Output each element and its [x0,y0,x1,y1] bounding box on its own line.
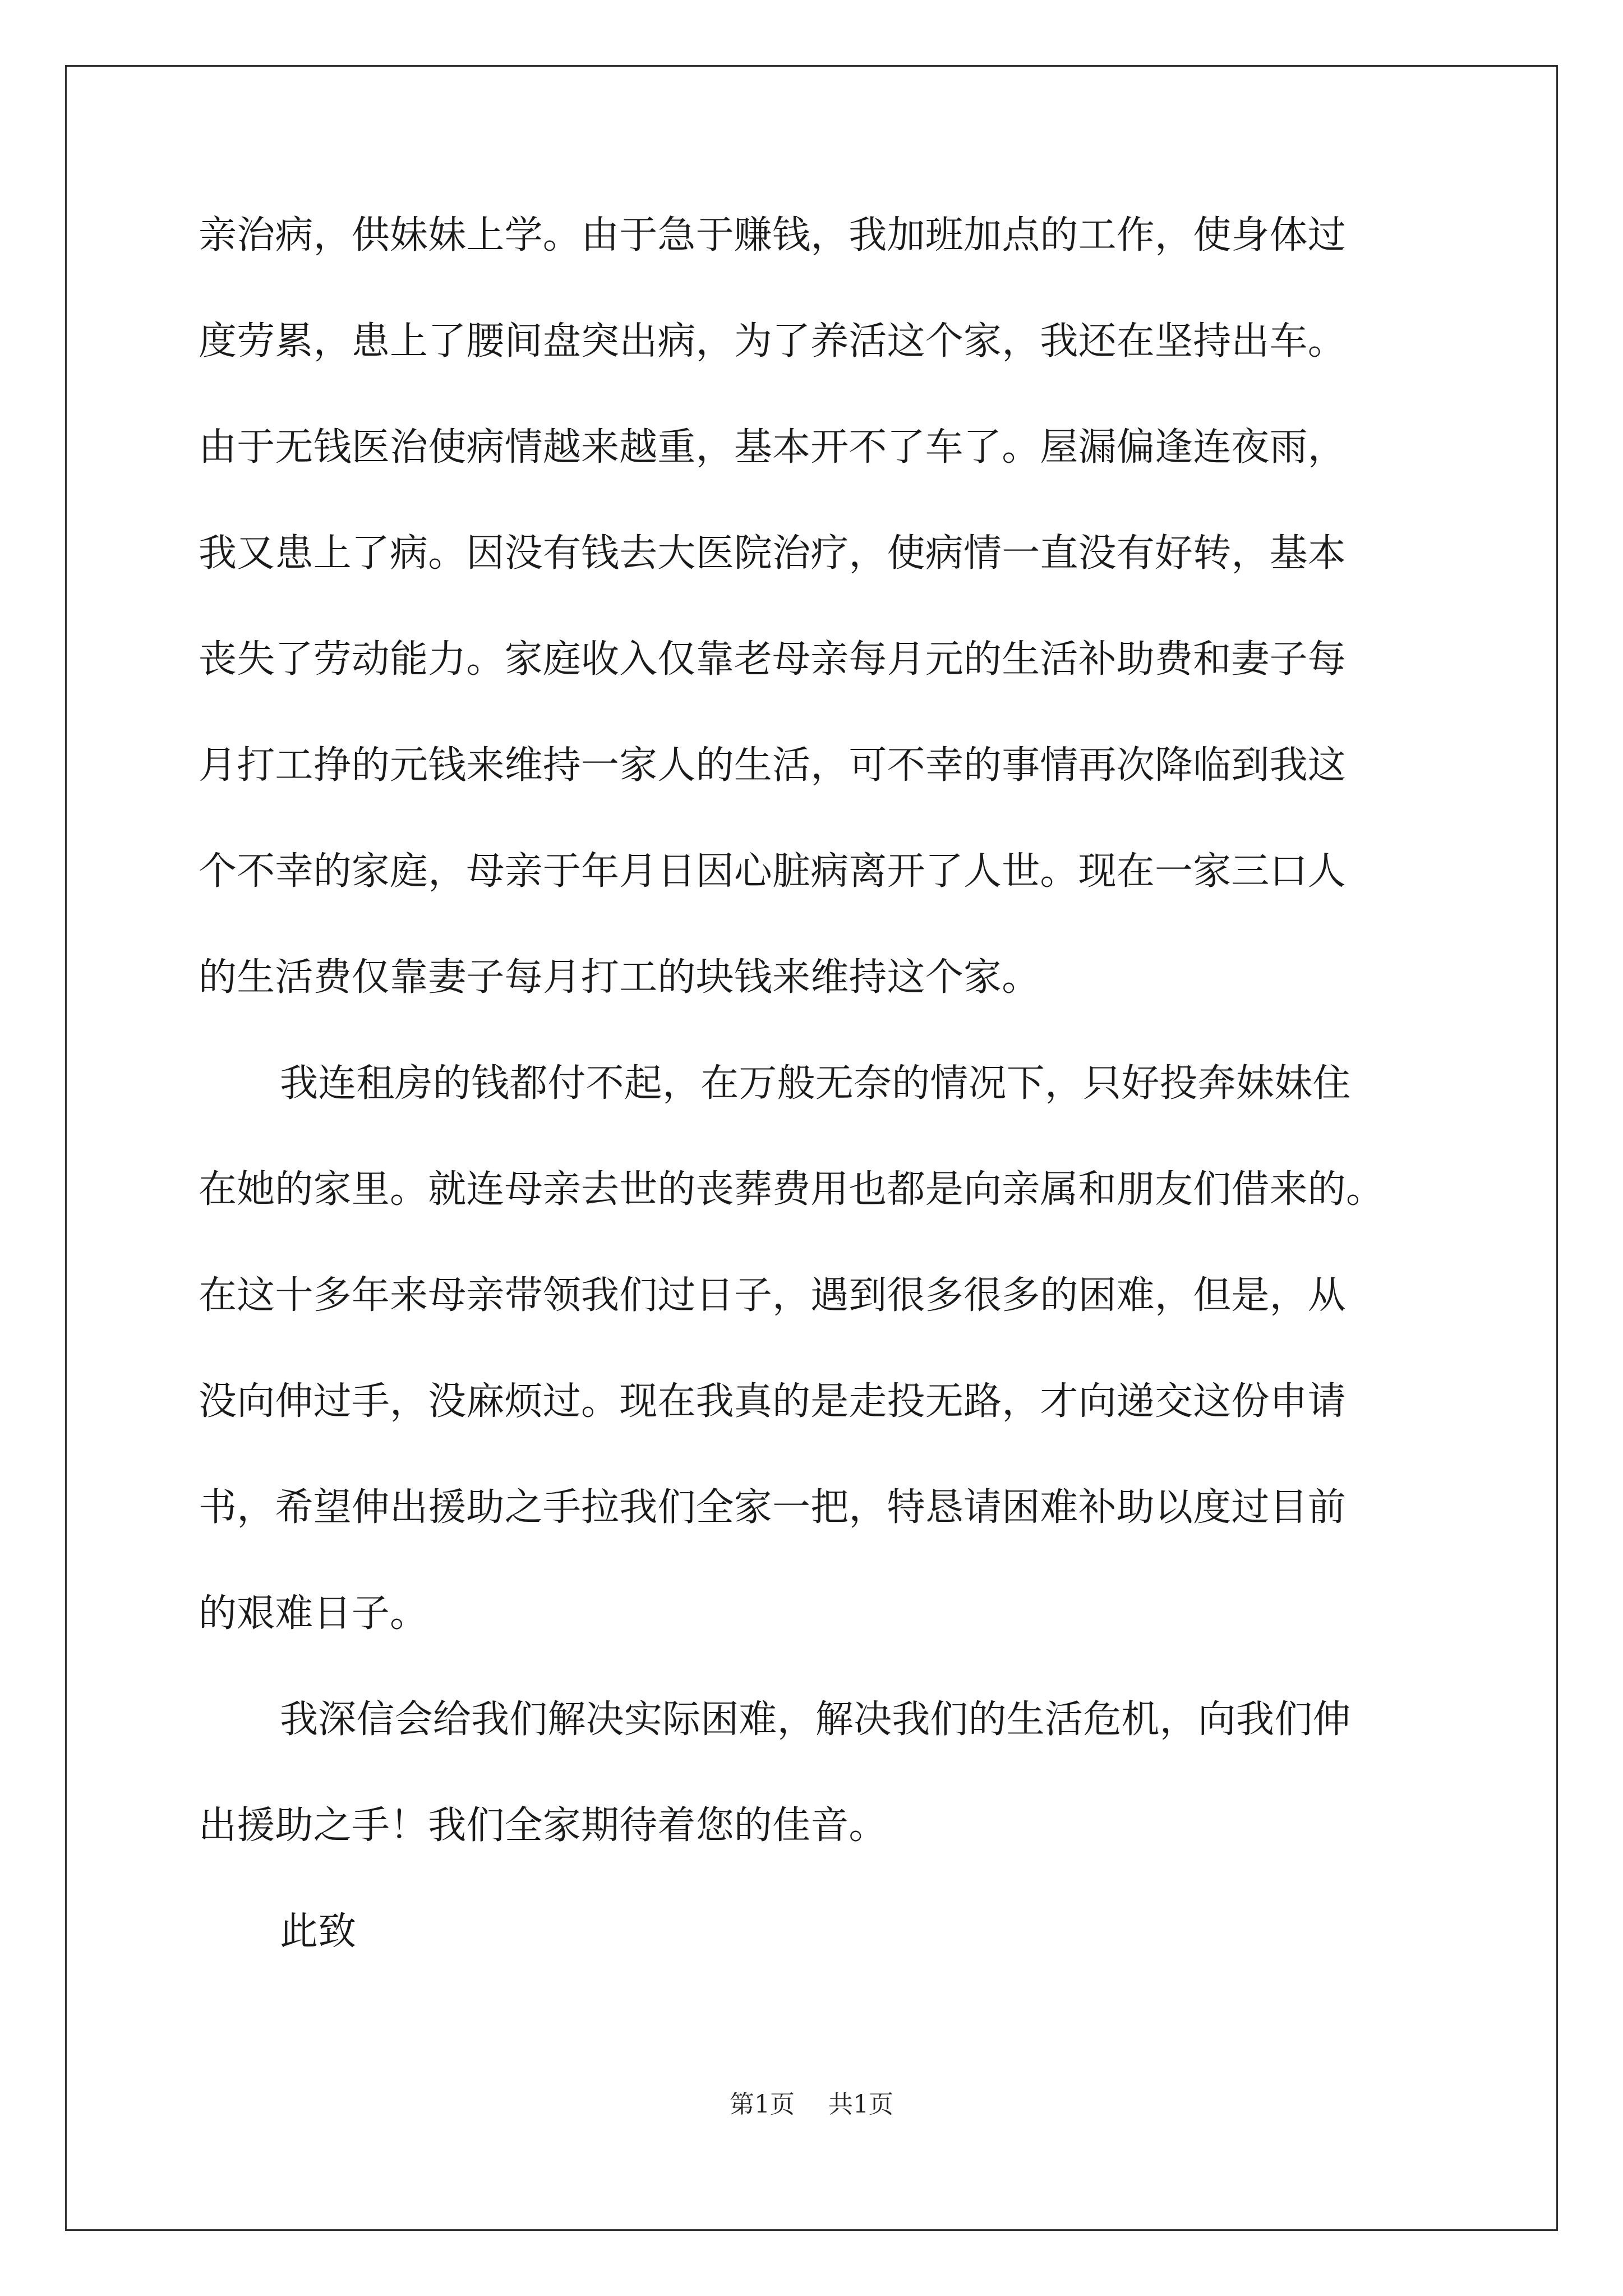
page-total: 共1页 [828,2090,893,2119]
text-line: 丧失了劳动能力。家庭收入仅靠老母亲每月元的生活补助费和妻子每 [199,637,1347,682]
text-line: 我深信会给我们解决实际困难，解决我们的生活危机，向我们伸 [280,1697,1351,1742]
text-line: 我连租房的钱都付不起，在万般无奈的情况下，只好投奔妹妹住 [280,1061,1351,1106]
text-line: 个不幸的家庭，母亲于年月日因心脏病离开了人世。现在一家三口人 [199,849,1347,894]
text-line: 的艰难日子。 [199,1591,428,1636]
text-line: 度劳累，患上了腰间盘突出病，为了养活这个家，我还在坚持出车。 [199,319,1347,364]
closing-salutation: 此致 [280,1910,357,1954]
text-line: 书，希望伸出援助之手拉我们全家一把，特恳请困难补助以度过目前 [199,1485,1347,1530]
text-line: 亲治病，供妹妹上学。由于急于赚钱，我加班加点的工作，使身体过 [199,213,1347,257]
text-line: 由于无钱医治使病情越来越重，基本开不了车了。屋漏偏逢连夜雨， [199,425,1347,470]
text-line: 在这十多年来母亲带领我们过日子，遇到很多很多的困难，但是，从 [199,1273,1347,1318]
letter-body [199,202,1460,2004]
text-line: 在她的家里。就连母亲去世的丧葬费用也都是向亲属和朋友们借来的。 [199,1167,1385,1212]
text-line: 出援助之手！我们全家期待着您的佳音。 [199,1803,887,1848]
page-footer [0,2088,1623,2122]
page-number: 第1页 [730,2090,795,2119]
text-line: 月打工挣的元钱来维持一家人的生活，可不幸的事情再次降临到我这 [199,743,1347,788]
text-line: 没向伸过手，没麻烦过。现在我真的是走投无路，才向递交这份申请 [199,1379,1347,1424]
text-line: 的生活费仅靠妻子每月打工的块钱来维持这个家。 [199,955,1040,1000]
text-line: 我又患上了病。因没有钱去大医院治疗，使病情一直没有好转，基本 [199,531,1347,576]
